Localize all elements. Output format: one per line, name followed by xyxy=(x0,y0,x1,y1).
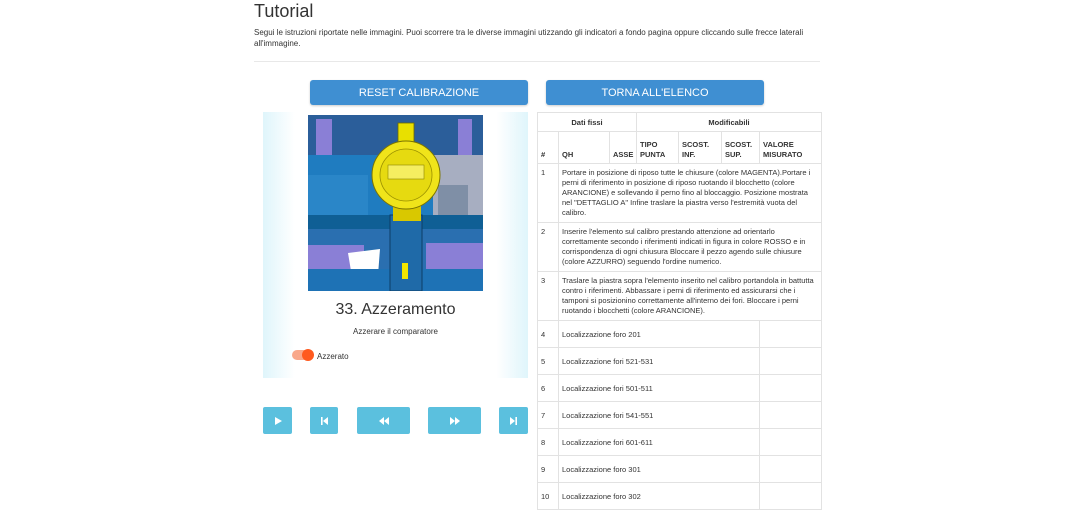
row-number: 1 xyxy=(538,164,559,223)
fast-forward-icon xyxy=(449,416,461,426)
play-icon xyxy=(273,416,283,426)
row-number: 4 xyxy=(538,321,559,348)
row-number: 5 xyxy=(538,348,559,375)
row-number: 6 xyxy=(538,375,559,402)
back-to-list-button[interactable]: TORNA ALL'ELENCO xyxy=(546,80,764,105)
zeroed-toggle[interactable] xyxy=(292,350,312,360)
table-row xyxy=(538,348,822,375)
col-lower-deviation: SCOST. INF. xyxy=(679,132,722,164)
row-number: 10 xyxy=(538,483,559,510)
col-tip-type: TIPO PUNTA xyxy=(637,132,679,164)
header-editable: Modificabili xyxy=(637,113,822,132)
slide-image xyxy=(308,115,483,291)
row-instruction: Localizzazione foro 302 xyxy=(559,483,760,510)
next-slide-button[interactable] xyxy=(428,407,481,434)
row-instruction: Inserire l'elemento sul calibro prestando attenzione ad orientarlo correttamente secondo i riferimenti indicati in figura in colore ROSSO e in corrispondenza di ogni chiusura Bloccare il pezzo agendo sulle chiusure (colore AZZURRO) seguendo l'ordine numerico. xyxy=(559,223,822,272)
slide-panel xyxy=(263,112,528,378)
table-row xyxy=(538,456,822,483)
measured-value-cell[interactable] xyxy=(760,321,822,348)
play-button[interactable] xyxy=(263,407,292,434)
row-number: 7 xyxy=(538,402,559,429)
row-instruction: Localizzazione fori 601-611 xyxy=(559,429,760,456)
first-slide-button[interactable] xyxy=(310,407,338,434)
previous-slide-button[interactable] xyxy=(357,407,410,434)
row-number: 8 xyxy=(538,429,559,456)
table-row xyxy=(538,375,822,402)
row-instruction: Traslare la piastra sopra l'elemento inserito nel calibro portandola in battutta contro i riferimenti. Abbassare i perni di riferimento ed assicurarsi che i tamponi si posizionino correttamente all'interno dei fori. Bloccare i perni ruotando i blocchetti (colore ARANCIONE). xyxy=(559,272,822,321)
row-instruction: Localizzazione fori 501-511 xyxy=(559,375,760,402)
col-number: # xyxy=(538,132,559,164)
row-number: 9 xyxy=(538,456,559,483)
slide-title: 33. Azzeramento xyxy=(335,301,456,318)
slide-caption: Azzerare il comparatore xyxy=(353,327,438,336)
table-row xyxy=(538,429,822,456)
table-row xyxy=(538,483,822,510)
page-subtitle: Segui le istruzioni riportate nelle immagini. Puoi scorrere tra le diverse immagini utizzando gli indicatori a fondo pagina oppure cliccando sulle frecce laterali all'immagine. xyxy=(254,28,804,48)
last-icon xyxy=(509,416,519,426)
row-instruction: Portare in posizione di riposo tutte le chiusure (colore MAGENTA).Portare i perni di riferimento in posizione di riposo ruotando il blocchetto (colore ARANCIONE) e sollevando il perno fino al bloccaggio. Posizione mostrata nel "DETTAGLIO A" Infine traslare la piastra verso l'estremità vuota del calibro. xyxy=(559,164,822,223)
measured-value-cell[interactable] xyxy=(760,348,822,375)
measured-value-cell[interactable] xyxy=(760,456,822,483)
col-upper-deviation: SCOST. SUP. xyxy=(722,132,760,164)
gauge-illustration xyxy=(308,115,483,291)
divider xyxy=(254,61,820,62)
table-row xyxy=(538,321,822,348)
measured-value-cell[interactable] xyxy=(760,483,822,510)
table-row xyxy=(538,164,822,223)
steps-table xyxy=(537,112,822,510)
col-axis: ASSE xyxy=(610,132,637,164)
table-row xyxy=(538,223,822,272)
header-fixed-data: Dati fissi xyxy=(538,113,637,132)
page-title: Tutorial xyxy=(254,1,314,21)
measured-value-cell[interactable] xyxy=(760,402,822,429)
row-instruction: Localizzazione foro 201 xyxy=(559,321,760,348)
reset-calibration-button[interactable]: RESET CALIBRAZIONE xyxy=(310,80,528,105)
row-instruction: Localizzazione fori 541-551 xyxy=(559,402,760,429)
measured-value-cell[interactable] xyxy=(760,429,822,456)
table-row xyxy=(538,272,822,321)
last-slide-button[interactable] xyxy=(499,407,528,434)
col-qh: QH xyxy=(559,132,610,164)
row-instruction: Localizzazione foro 301 xyxy=(559,456,760,483)
row-instruction: Localizzazione fori 521-531 xyxy=(559,348,760,375)
toggle-knob xyxy=(302,349,314,361)
table-row xyxy=(538,402,822,429)
row-number: 3 xyxy=(538,272,559,321)
col-measured-value: VALORE MISURATO xyxy=(760,132,822,164)
first-icon xyxy=(319,416,329,426)
measured-value-cell[interactable] xyxy=(760,375,822,402)
row-number: 2 xyxy=(538,223,559,272)
steps-table-container xyxy=(537,112,821,510)
rewind-icon xyxy=(378,416,390,426)
zeroed-toggle-label: Azzerato xyxy=(317,352,349,361)
